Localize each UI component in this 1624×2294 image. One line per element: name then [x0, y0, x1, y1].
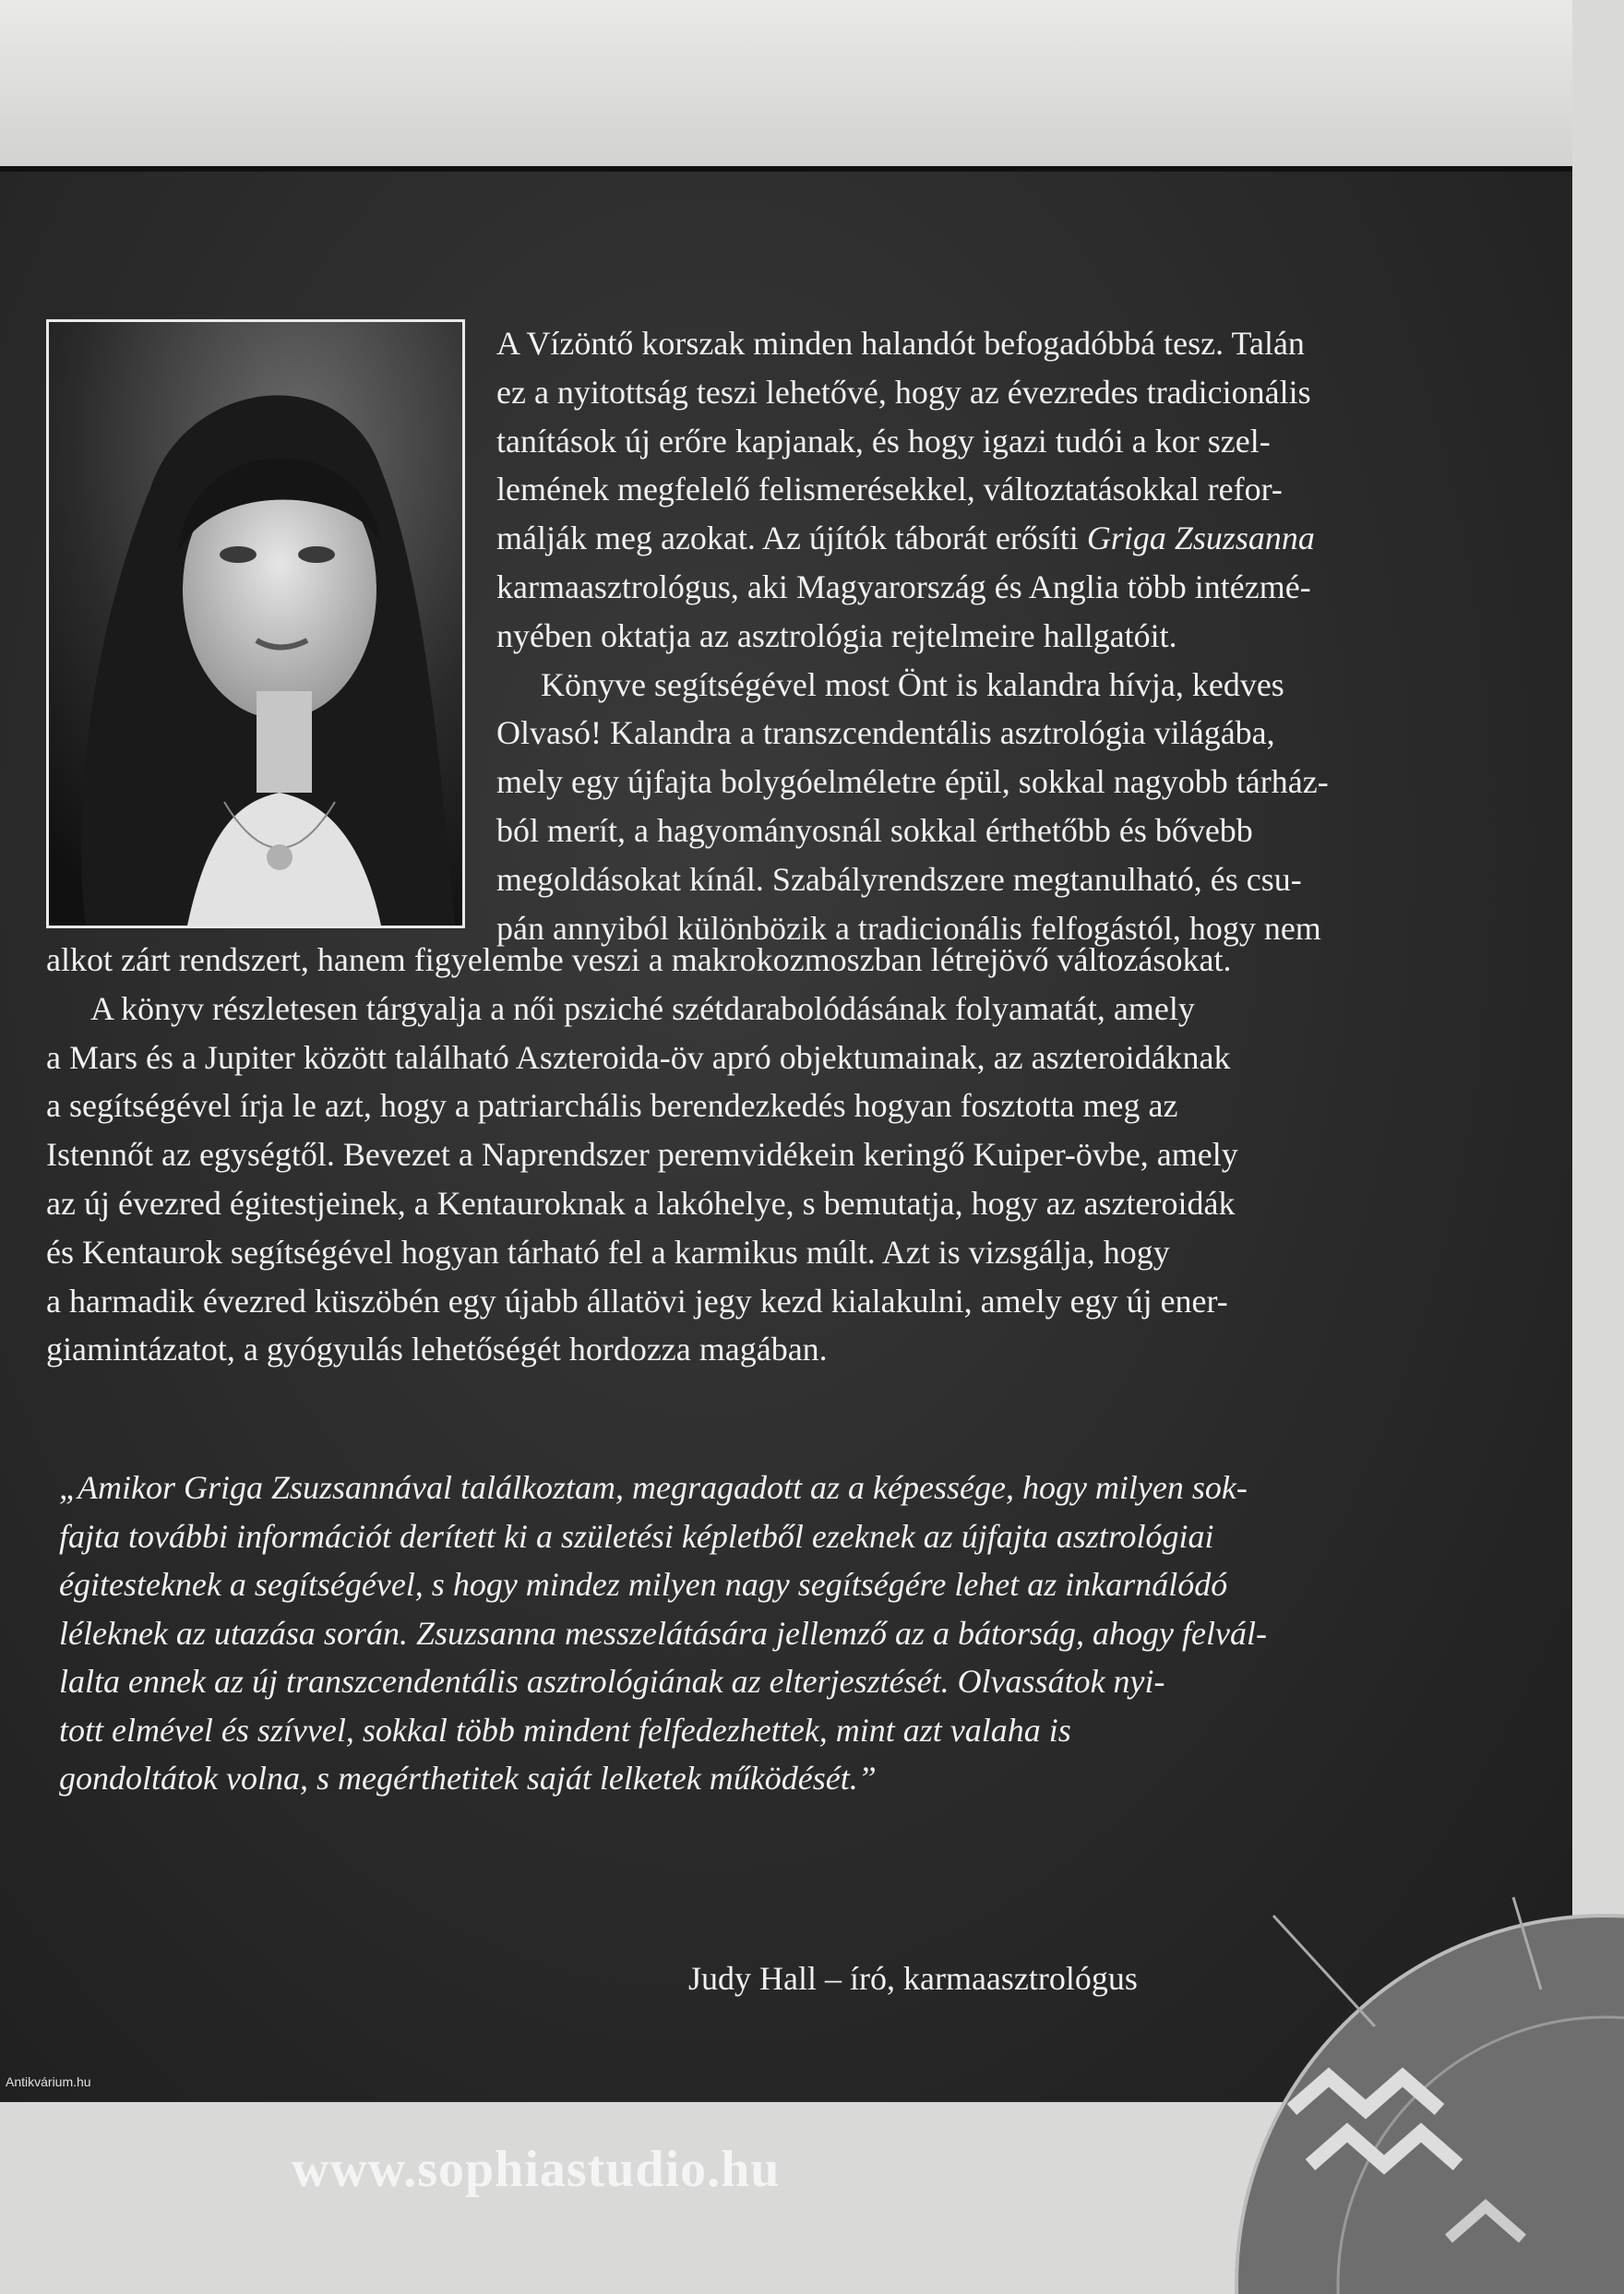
quote-line: gondoltátok volna, s megérthetitek saját lelketek működését.” [59, 1760, 877, 1797]
quote-attribution: Judy Hall – író, karmaasztrológus [688, 1960, 1138, 1997]
text-line: lemének megfelelő felismerésekkel, változtatásokkal refor- [496, 471, 1283, 508]
text-line: a harmadik évezred küszöbén egy újabb állatövi jegy kezd kialakulni, amely egy új ener- [46, 1282, 1228, 1320]
watermark-text: Antikvárium.hu [6, 2074, 91, 2089]
quote-line: tott elmével és szívvel, sokkal több mindent felfedezhettek, mint azt valaha is [59, 1711, 1071, 1749]
review-quote [59, 1464, 1535, 1803]
text-line: tanítások új erőre kapjanak, és hogy igazi tudói a kor szel- [496, 422, 1271, 460]
text-line: Istennőt az egységtől. Bevezet a Naprendszer peremvidékein keringő Kuiper-övbe, amely [46, 1136, 1238, 1174]
aquarius-zodiac-icon [1236, 1888, 1624, 2294]
text-line: a segítségével írja le azt, hogy a patriarchális berendezkedés hogyan fosztotta meg az [46, 1087, 1178, 1125]
author-portrait [46, 319, 465, 928]
publisher-url: www.sophiastudio.hu [292, 2141, 781, 2198]
quote-line: fajta további információt derített ki a születési képletből ezeknek az újfajta asztrológiai [59, 1517, 1214, 1555]
text-line: ez a nyitottság teszi lehetővé, hogy az évezredes tradicionális [496, 373, 1311, 411]
text-line [496, 514, 1519, 563]
text-line: mely egy újfajta bolygóelméletre épül, sokkal nagyobb tárház- [496, 763, 1329, 801]
text-line: A Vízöntő korszak minden halandót befogadóbbá tesz. Talán [496, 325, 1305, 362]
paper-background [0, 0, 1572, 166]
intro-text-block [496, 319, 1519, 952]
text-line: megoldásokat kínál. Szabályrendszere megtanulható, és csu- [496, 860, 1302, 898]
book-back-cover [0, 166, 1572, 2198]
text-line: ból merít, a hagyományosnál sokkal érthetőbb és bővebb [496, 811, 1253, 849]
portrait-illustration [49, 322, 462, 926]
text-line: az új évezred égitestjeinek, a Kentauroknak a lakóhelye, s bemutatja, hogy az aszteroidák [46, 1184, 1236, 1222]
text-line: Olvasó! Kalandra a transzcendentális asztrológia világába, [496, 714, 1275, 752]
text-line: A könyv részletesen tárgyalja a női psziché szétdarabolódásának folyamatát, amely [90, 989, 1195, 1027]
author-name: Griga Zsuzsanna [1086, 520, 1315, 557]
text-line: alkot zárt rendszert, hanem figyelembe veszi a makrokozmoszban létrejövő változásokat. [46, 941, 1232, 978]
main-text-block [46, 936, 1519, 1374]
text-line: karmaasztrológus, aki Magyarország és Anglia több intézmé- [496, 568, 1311, 605]
quote-line: léleknek az utazása során. Zsuzsanna messzelátására jellemző az a bátorság, ahogy felvál- [59, 1614, 1267, 1652]
text-line: a Mars és a Jupiter között található Aszteroida-öv apró objektumainak, az aszteroidáknak [46, 1038, 1231, 1076]
text-line: és Kentaurok segítségével hogyan tárható fel a karmikus múlt. Azt is vizsgálja, hogy [46, 1233, 1170, 1271]
quote-line: lalta ennek az új transzcendentális asztrológiának az elterjesztését. Olvassátok nyi- [59, 1663, 1165, 1700]
quote-line: égitesteknek a segítségével, s hogy mindez milyen nagy segítségére lehet az inkarnálódó [59, 1566, 1228, 1603]
text-line: pán annyiból különbözik a tradicionális felfogástól, hogy nem [496, 909, 1321, 947]
text-line: giamintázatot, a gyógyulás lehetőségét hordozza magában. [46, 1331, 828, 1368]
text-line: Könyve segítségével most Önt is kalandra hívja, kedves [541, 665, 1284, 703]
text-line: nyében oktatja az asztrológia rejtelmeire hallgatóit. [496, 616, 1177, 654]
quote-line: „Amikor Griga Zsuzsannával találkoztam, megragadott az a képessége, hogy milyen sok- [59, 1469, 1248, 1506]
text-fragment: málják meg azokat. Az újítók táborát erősíti [496, 520, 1079, 557]
